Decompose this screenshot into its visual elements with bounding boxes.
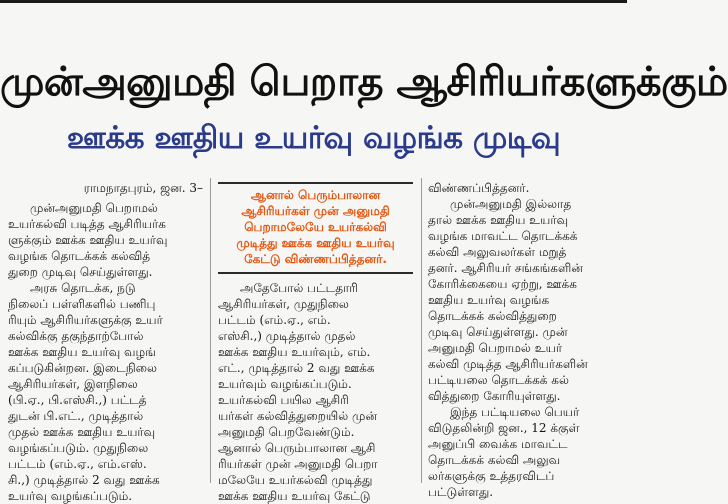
column-divider-1: [210, 178, 211, 483]
text-line: விண்ணப்பித்தனர்.: [428, 181, 530, 195]
text-line: முன்அனுமதி இல்லாத: [450, 197, 572, 211]
column-divider-2: [421, 178, 422, 483]
text-line: விடுதலின்றி ஜன., 12 க்குள்: [428, 421, 580, 435]
text-line: அனுமதி பெறாமல் உயர்: [428, 341, 563, 355]
text-line: வழங்க மாவட்ட தொடக்கக்: [428, 229, 578, 243]
column-3-text: [428, 180, 620, 500]
text-line: மலேயே உயர்கல்வி முடித்து: [218, 473, 373, 487]
article-column-2: [218, 180, 413, 504]
text-line: வித்துறை கோரியுள்ளது.: [428, 389, 561, 403]
text-line: ஊக்க ஊதிய உயர்வும், எம்.: [218, 345, 371, 359]
text-line: ரியும் ஆசிரியர்களுக்கு உயர்: [8, 313, 163, 327]
text-line: அனுப்பி வைக்க மாவட்ட: [428, 437, 568, 451]
text-line: இந்த பட்டியலை பெயர்: [450, 405, 580, 419]
text-line: முன்அனுமதி பெறாமல்: [30, 201, 158, 215]
text-line: பட்டியலை தொடக்கக் கல்: [428, 373, 569, 387]
top-rule: [0, 0, 627, 3]
text-line: எஸ்சி.,) முடித்தால் முதல்: [218, 329, 356, 343]
text-line: ஊக்க ஊதிய உயர்வு கேட்டு: [218, 489, 371, 503]
text-line: கல்வி முடித்த ஆசிரியர்களின்: [428, 357, 588, 371]
text-line: கப்படுகின்றன. இடைநிலை: [8, 361, 157, 375]
text-line: துடன் பி.எட்., முடித்தால்: [8, 409, 144, 423]
text-line: பட்டம் (எம்.ஏ., எம்.எஸ்.: [8, 457, 147, 471]
text-line: கல்விக்கு தகுந்தாற்போல்: [8, 329, 144, 343]
text-line: முதல் ஊக்க ஊதிய உயர்வு: [8, 425, 156, 439]
text-line: அதேபோல் பட்டதாரி: [240, 281, 358, 295]
dateline: ராமநாதபுரம், ஜன. 3–: [83, 181, 203, 195]
text-line: முடிவு செய்துள்ளது. முன்: [428, 325, 568, 339]
text-line: உயர்கல்வி பயில ஆசிரி: [218, 393, 349, 407]
text-line: யர்கள் கல்வித்துறையில் முன்: [218, 409, 377, 423]
headline-line-2: ஊக்க ஊதிய உயர்வு வழங்க முடிவு: [66, 120, 561, 156]
text-line: கோரிக்கையை ஏற்று, ஊக்க: [428, 277, 577, 291]
text-line: பட்டம் (எம்.ஏ., எம்.: [218, 313, 331, 327]
text-line: துறை முடிவு செய்துள்ளது.: [8, 265, 153, 279]
text-line: கல்வி அலுவலர்கள் மறுத்: [428, 245, 567, 259]
text-line: சி.,) முடித்தால் 2 வது ஊக்க: [8, 473, 160, 487]
text-line: ஊக்க ஊதிய உயர்வு வழங்: [8, 345, 156, 359]
text-line: தனர். ஆசிரியர் சங்கங்களின்: [428, 261, 583, 275]
text-line: வழங்கப்படும். முதுநிலை: [8, 441, 149, 455]
text-line: லர்களுக்கு உத்தரவிடப்: [428, 469, 555, 483]
text-line: உயர்கல்வி படித்த ஆசிரியர்க: [8, 217, 166, 231]
text-line: (பி.ஏ., பி.எஸ்சி.,) பட்டத்: [8, 393, 147, 407]
text-line: ஆனால் பெரும்பாலான ஆசி: [218, 441, 376, 455]
text-line: ஊதிய உயர்வு வழங்க: [428, 293, 550, 307]
text-line: தொடக்கக் கல்வித்துறை: [428, 309, 557, 323]
column-1-text: [8, 200, 203, 504]
text-line: ரியர்கள் முன் அனுமதி பெறா: [218, 457, 378, 471]
text-line: அரசு தொடக்க, நடு: [30, 281, 136, 295]
pull-quote-line: பெறாமலேயே உயர்கல்வி: [244, 220, 387, 234]
text-line: உயர்வு வழங்கப்படும்.: [8, 489, 133, 503]
text-line: நிலைப் பள்ளிகளில் பணிபு: [8, 297, 156, 311]
pull-quote-line: முடித்து ஊக்க ஊதிய உயர்வு: [236, 236, 395, 250]
text-line: அனுமதி பெறவேண்டும்.: [218, 425, 355, 439]
text-line: ஆசிரியர்கள், இளநிலை: [8, 377, 138, 391]
pull-quote-line: கேட்டு விண்ணப்பித்தனர்.: [244, 252, 387, 266]
text-line: ஆசிரியர்கள், முதுநிலை: [218, 297, 349, 311]
article-column-1: [8, 180, 203, 504]
pull-quote: [218, 182, 413, 274]
pull-quote-line: ஆனால் பெரும்பாலான: [250, 188, 381, 202]
text-line: உயர்வும் வழங்கப்படும்.: [218, 377, 352, 391]
text-line: பட்டுள்ளது.: [428, 485, 494, 499]
text-line: வழங்க தொடக்கக் கல்வித்: [8, 249, 151, 263]
text-line: தொடக்கக் கல்வி அலுவ: [428, 453, 561, 467]
text-line: எட்., முடித்தால் 2 வது ஊக்க: [218, 361, 375, 375]
text-line: ளுக்கும் ஊக்க ஊதிய உயர்வு: [8, 233, 168, 247]
text-line: தால் ஊக்க ஊதிய உயர்வு: [428, 213, 569, 227]
column-2-text: [218, 280, 413, 504]
pull-quote-line: ஆசிரியர்கள் முன் அனுமதி: [241, 204, 390, 218]
article-column-3: [428, 180, 620, 500]
headline-line-1: முன்அனுமதி பெறாத ஆசிரியர்களுக்கும்: [0, 59, 728, 105]
